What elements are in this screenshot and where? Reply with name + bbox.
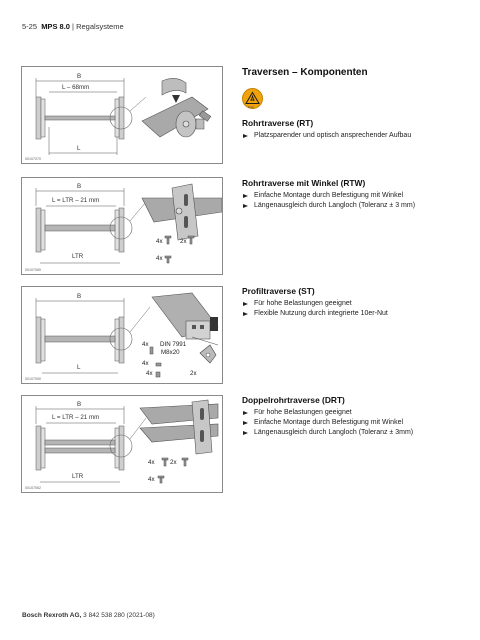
section-rt	[242, 118, 467, 141]
dim-ltr: LTR	[72, 253, 84, 260]
figure-drt	[21, 395, 223, 493]
dim-ltr: LTR	[72, 473, 84, 480]
dim-b: B	[77, 183, 82, 190]
qty-brackets: 2x	[190, 370, 197, 377]
bullet-list	[242, 191, 467, 211]
footer-doc-number: 3 842 538 280 (2021-08)	[83, 612, 155, 619]
dim-l-offset: L – 68mm	[62, 84, 90, 91]
dim-b: B	[77, 73, 82, 80]
section-title: Rohrtraverse mit Winkel (RTW)	[242, 178, 366, 188]
qty-brackets: 2x	[180, 238, 187, 245]
header-separator: |	[72, 22, 74, 31]
qty-nuts: 4x	[146, 370, 153, 377]
qty-nuts: 4x	[156, 255, 163, 262]
footer-company: Bosch Rexroth AG,	[22, 612, 82, 619]
qty-clips: 4x	[142, 360, 149, 367]
dim-l-formula: L = LTR – 21 mm	[52, 197, 100, 204]
bullet-item: Einfache Montage durch Befestigung mit Winkel	[242, 191, 467, 201]
bullet-list	[242, 408, 467, 438]
figure-rt	[21, 66, 223, 164]
section-title: Rohrtraverse (RT)	[242, 118, 314, 128]
esd-label: ESD	[248, 105, 255, 109]
chapter-name: Regalsysteme	[76, 22, 124, 31]
section-rtw	[242, 178, 467, 211]
figure-ref: 00107070	[25, 157, 41, 161]
page-header	[22, 22, 124, 31]
section-drt	[242, 395, 467, 438]
st-drawing	[22, 287, 222, 383]
screw-size: M8x20	[161, 349, 180, 356]
figure-ref: 00107090	[25, 377, 41, 381]
screw-standard: DIN 7991	[160, 341, 187, 348]
section-title: Doppelrohrtraverse (DRT)	[242, 395, 345, 405]
dim-b: B	[77, 401, 82, 408]
bullet-item: Einfache Montage durch Befestigung mit Winkel	[242, 418, 467, 428]
dim-l: L	[77, 364, 81, 371]
dim-b: B	[77, 293, 82, 300]
dim-l-formula: L = LTR – 21 mm	[52, 414, 100, 421]
qty-brackets: 2x	[170, 459, 177, 466]
bullet-list	[242, 299, 467, 319]
rt-drawing	[22, 67, 222, 163]
qty-screws: 4x	[142, 341, 149, 348]
bullet-item: Flexible Nutzung durch integrierte 10er-Nut	[242, 309, 467, 319]
figure-ref: 00107062	[25, 486, 41, 490]
dim-l: L	[77, 145, 81, 152]
section-title: Profiltraverse (ST)	[242, 286, 315, 296]
bullet-item: Für hohe Belastungen geeignet	[242, 408, 467, 418]
drt-drawing	[22, 396, 222, 492]
bullet-item: Längenausgleich durch Langloch (Toleranz ± 3 mm)	[242, 201, 467, 211]
bullet-list	[242, 131, 467, 141]
qty-screws: 4x	[148, 459, 155, 466]
rtw-drawing	[22, 178, 222, 274]
qty-screws: 4x	[156, 238, 163, 245]
figure-ref: 00107080	[25, 268, 41, 272]
page-number: 5-25	[22, 22, 38, 31]
bullet-item: Längenausgleich durch Langloch (Toleranz ± 3mm)	[242, 428, 467, 438]
figure-rtw	[21, 177, 223, 275]
page-footer	[22, 612, 155, 619]
figure-st	[21, 286, 223, 384]
bullet-item: Für hohe Belastungen geeignet	[242, 299, 467, 309]
qty-nuts: 4x	[148, 476, 155, 483]
section-st	[242, 286, 467, 319]
bullet-item: Platzsparender und optisch ansprechender Aufbau	[242, 131, 467, 141]
page-title: Traversen – Komponenten	[242, 67, 368, 78]
product-name: MPS 8.0	[41, 22, 70, 31]
